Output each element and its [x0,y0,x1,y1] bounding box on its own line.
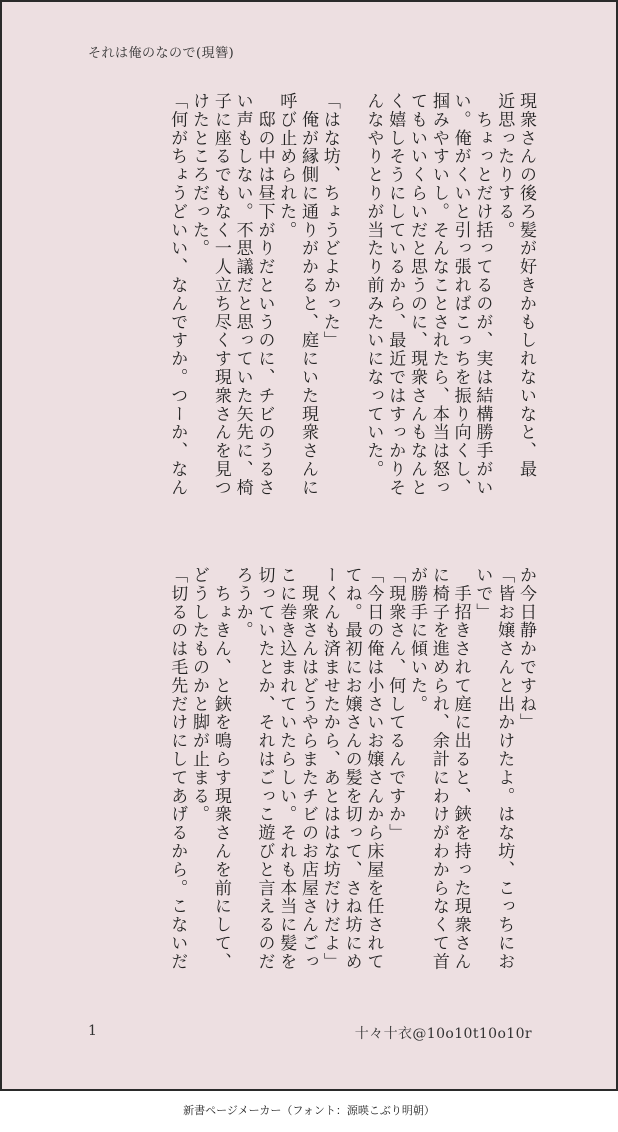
text-line: 近思ったりする。 [494,92,515,240]
text-line: 呼び止められた。 [276,92,297,240]
text-line: 子に座るでもなく一人立ち尽くす現衆さんを見つ [210,92,231,497]
text-line: 切っていたとか、それはごっこ遊びと言えるのだ [254,566,275,971]
text-line: に椅子を進められ、余計にわけがわからなくて首 [428,566,449,971]
text-line: 邸の中は昼下がりだというのに、チビのうるさ [254,92,275,497]
text-line: か今日静かですね」 [516,566,536,732]
text-block-lower [165,566,536,996]
text-line: 「何がちょうどいい、なんですか。つーか、なん [167,92,188,497]
text-line: ーくんも済ませたから、あとははな坊だけだよ」 [319,566,340,971]
text-line: ろうか。 [232,566,253,640]
text-line: い声もしない。不思議だと思っていた矢先に、椅 [232,92,253,497]
text-line: く嬉しそうにしているから、最近ではすっかりそ [385,92,406,497]
text-block-upper [165,92,536,527]
text-line: い。俺がくいと引っ張ればこっちを振り向くし、 [450,92,471,497]
text-line: てもいいくらいだと思うのに、現衆さんもなんと [407,92,428,497]
text-line: ちょっとだけ括ってるのが、実は結構勝手がい [472,92,493,497]
text-line: 「現衆さん、何してるんですか」 [385,566,406,842]
text-line: 掴みやすいし。そんなことされたら、本当は怒っ [428,92,449,497]
text-line: ちょきん、と鋏を鳴らす現衆さんを前にして、 [210,566,231,971]
text-line: 手招きされて庭に出ると、鋏を持った現衆さん [450,566,471,971]
text-line: 「皆お嬢さんと出かけたよ。はな坊、こっちにお [494,566,515,971]
text-line: んなやりとりが当たり前みたいになっていた。 [363,92,384,479]
text-line: どうしたものかと脚が止まる。 [189,566,210,824]
text-line: けたところだった。 [189,92,210,258]
text-line: 「はな坊、ちょうどよかった」 [319,92,340,350]
text-line: てね。最初にお嬢さんの髪を切って、さね坊にめ [341,566,362,971]
text-line [340,92,362,527]
author-credit: 十々十衣@10o10t10o10r [354,1026,532,1042]
page-number: 1 [88,1023,97,1039]
text-line: 現衆さんはどうやらまたチビのお店屋さんごっ [298,566,319,971]
text-line: いで」 [472,566,493,622]
text-line: 現衆さんの後ろ髪が好きかもしれないなと、最 [516,92,536,479]
maker-credit: 新書ページメーカー（フォント：源暎こぶり明朝） [183,1104,435,1117]
text-line: こに巻き込まれていたらしい。それも本当に髪を [276,566,297,971]
text-line: 「今日の俺は小さいお嬢さんから床屋を任されて [363,566,384,971]
text-line: 「切るのは毛先だけにしてあげるから。こないだ [167,566,188,971]
text-line: が勝手に傾いた。 [407,566,428,714]
running-title: それは俺のなので(現簪) [88,46,235,61]
text-line: 俺が縁側に通りがかると、庭にいた現衆さんに [298,92,319,497]
